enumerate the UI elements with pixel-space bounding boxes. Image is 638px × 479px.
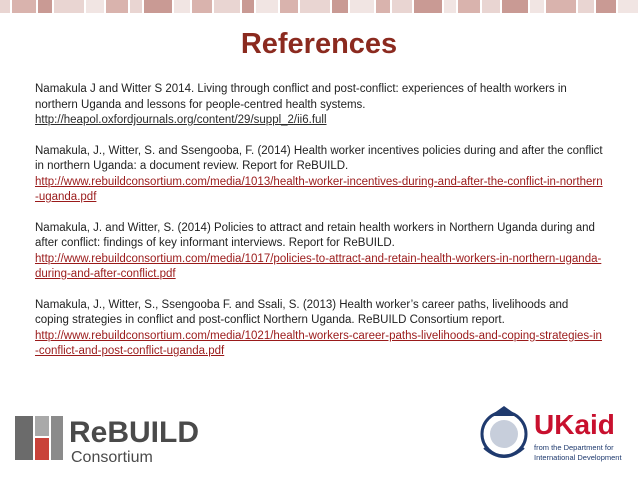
references-list <box>35 82 605 375</box>
reference-link[interactable]: http://www.rebuildconsortium.com/media/1021/health-workers-career-paths-livelihoods-and-coping-strategies-in-conflict-and-post-conflict-uganda.pdf <box>35 329 602 357</box>
reference-item <box>35 144 605 206</box>
reference-item <box>35 221 605 283</box>
rebuild-logo-name: ReBUILD <box>69 416 200 449</box>
decorative-top-band <box>0 0 638 13</box>
ukaid-logo <box>476 400 626 472</box>
rebuild-block-icon <box>15 416 63 460</box>
reference-text: Namakula J and Witter S 2014. Living through conflict and post-conflict: experiences of health workers in northern Uganda and lessons for people-centred health systems. <box>35 83 567 111</box>
page-title: References <box>240 28 398 60</box>
ukaid-logo-line1: from the Department for <box>534 443 614 452</box>
reference-text: Namakula, J., Witter, S. and Ssengooba, F. (2014) Health worker incentives policies during and after the conflict in northern Uganda: a document review. Report for ReBUILD. <box>35 144 603 172</box>
reference-item <box>35 82 605 129</box>
reference-text: Namakula, J., Witter, S., Ssengooba F. and Ssali, S. (2013) Health worker’s career paths, livelihoods and coping strategies in conflict and post-conflict Northern Uganda. ReBUILD Consortium report. <box>35 298 569 326</box>
ukaid-logo-name: UKaid <box>534 409 615 440</box>
reference-link[interactable]: http://www.rebuildconsortium.com/media/1013/health-worker-incentives-during-and-after-the-conflict-in-northern-uganda.pdf <box>35 175 603 203</box>
reference-item <box>35 298 605 360</box>
reference-link[interactable]: http://www.rebuildconsortium.com/media/1017/policies-to-attract-and-retain-health-workers-in-northern-uganda-during-and-after-conflict.pdf <box>35 252 602 280</box>
royal-crest-icon <box>482 406 526 457</box>
rebuild-logo-sub: Consortium <box>71 449 153 466</box>
reference-text: Namakula, J. and Witter, S. (2014) Policies to attract and retain health workers in Northern Uganda during and after conflict: findings of key informant interviews. Report for ReBUILD. <box>35 221 595 249</box>
rebuild-consortium-logo <box>13 410 213 466</box>
reference-link[interactable]: http://heapol.oxfordjournals.org/content/29/suppl_2/ii6.full <box>35 114 327 126</box>
ukaid-logo-line2: International Development <box>534 453 622 462</box>
